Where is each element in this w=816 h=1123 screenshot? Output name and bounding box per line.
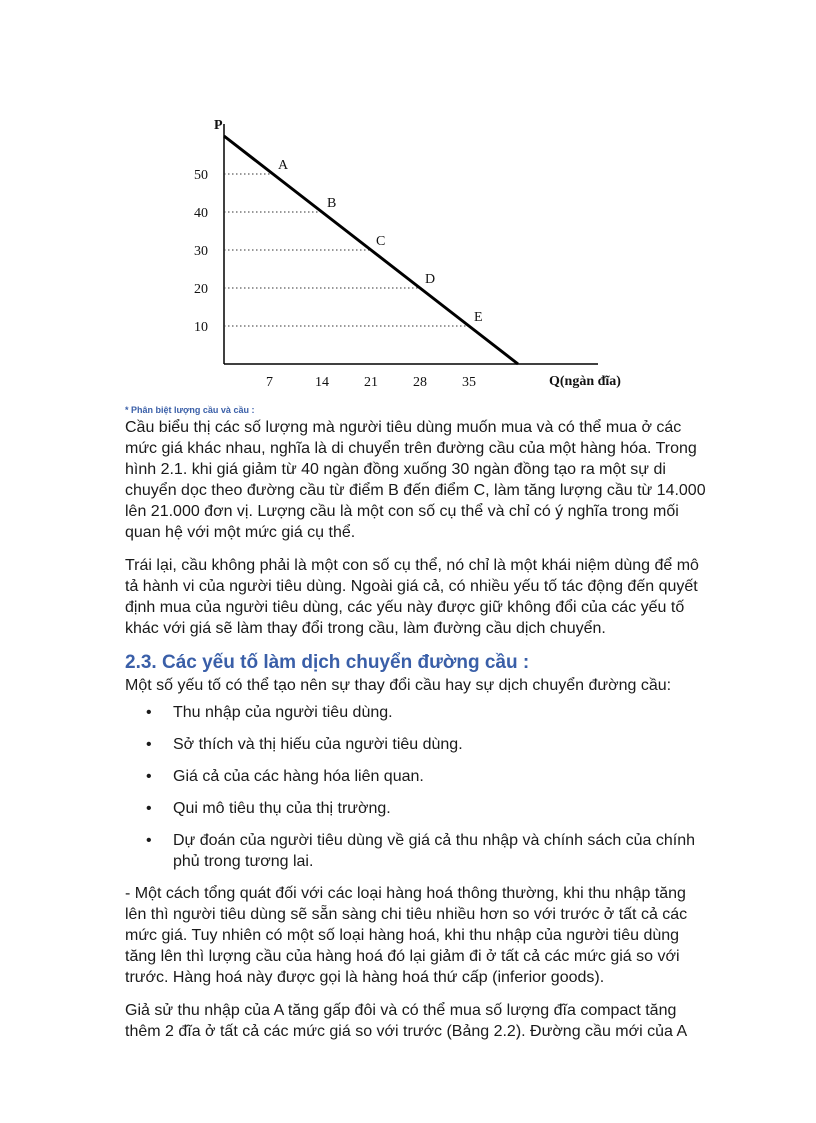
paragraph: Trái lại, cầu không phải là một con số cụ thể, nó chỉ là một khái niệm dùng để mô tả hành vi của người tiêu dùng. Ngoài giá cả, có nhiều yếu tố tác động đến quyết định mua của người tiêu dùng, các yếu này được giữ không đổi của các yếu tố khác với giá sẽ làm thay đổi trong cầu, làm đường cầu dịch chuyển. (125, 557, 699, 637)
x-axis-label: Q(ngàn đĩa) (549, 374, 621, 389)
list-item-text: Giá cả của các hàng hóa liên quan. (173, 768, 424, 785)
list-item-text: Thu nhập của người tiêu dùng. (173, 704, 393, 721)
x-tick-labels (266, 375, 476, 390)
point-label: E (474, 310, 483, 325)
y-tick-label: 10 (194, 320, 208, 335)
point-label: A (278, 158, 289, 173)
demand-chart (180, 108, 650, 398)
paragraph: Một số yếu tố có thể tạo nên sự thay đổi cầu hay sự dịch chuyển đường cầu: (125, 677, 672, 694)
point-label: D (425, 272, 436, 287)
section-caption: * Phân biệt lượng cầu và cầu : (125, 405, 255, 415)
x-tick-label: 35 (462, 375, 476, 390)
x-tick-label: 21 (364, 375, 378, 390)
paragraph: Cầu biểu thị các số lượng mà người tiêu dùng muốn mua và có thể mua ở các mức giá khác nhau, nghĩa là di chuyển trên đường cầu của một hàng hóa. Trong hình 2.1. khi giá giảm từ 40 ngàn đồng xuống 30 ngàn đồng tạo ra một sự di chuyển dọc theo đường cầu từ điểm B đến điểm C, làm tăng lượng cầu từ 14.000 lên 21.000 đơn vị. Lượng cầu là một con số cụ thể và chỉ có ý nghĩa trong mối quan hệ với một mức giá cụ thể. (125, 419, 706, 541)
list-item (125, 830, 710, 872)
list-item (125, 702, 710, 723)
y-tick-labels (194, 168, 208, 335)
reference-lines (224, 174, 469, 326)
y-axis-label: P (214, 118, 223, 133)
section-heading: 2.3. Các yếu tố làm dịch chuyển đường cầu : (125, 652, 530, 673)
y-tick-label: 50 (194, 168, 208, 183)
y-tick-label: 40 (194, 206, 208, 221)
x-tick-label: 7 (266, 375, 273, 390)
bullet-icon: • (146, 704, 152, 721)
bullet-icon: • (146, 800, 152, 817)
list-item (125, 734, 710, 755)
y-tick-label: 30 (194, 244, 208, 259)
list-item-text: Dự đoán của người tiêu dùng về giá cả thu nhập và chính sách của chính phủ trong tương lai. (173, 832, 696, 870)
bullet-icon: • (146, 736, 152, 753)
list-item-text: Sở thích và thị hiếu của người tiêu dùng. (173, 736, 463, 753)
x-tick-label: 14 (315, 375, 329, 390)
document-body (125, 405, 710, 1054)
paragraph: - Một cách tổng quát đối với các loại hàng hoá thông thường, khi thu nhập tăng lên thì người tiêu dùng sẽ sẵn sàng chi tiêu nhiều hơn so với trước ở tất cả các mức giá. Tuy nhiên có một số loại hàng hoá, khi thu nhập của người tiêu dùng tăng lên thì lượng cầu của hàng hoá đó lại giảm đi ở tất cả các mức giá so với trước. Hàng hoá này được gọi là hàng hoá thứ cấp (inferior goods). (125, 885, 688, 986)
list-item (125, 766, 710, 787)
y-tick-label: 20 (194, 282, 208, 297)
bullet-icon: • (146, 832, 152, 849)
paragraph: Giả sử thu nhập của A tăng gấp đôi và có thể mua số lượng đĩa compact tăng thêm 2 đĩa ở tất cả các mức giá so với trước (Bảng 2.2). Đường cầu mới của A (125, 1002, 688, 1040)
bullet-list (125, 702, 710, 872)
x-tick-label: 28 (413, 375, 427, 390)
list-item-text: Qui mô tiêu thụ của thị trường. (173, 800, 391, 817)
bullet-icon: • (146, 768, 152, 785)
list-item (125, 798, 710, 819)
point-label: B (327, 196, 337, 211)
point-labels (278, 158, 483, 325)
point-label: C (376, 234, 386, 249)
